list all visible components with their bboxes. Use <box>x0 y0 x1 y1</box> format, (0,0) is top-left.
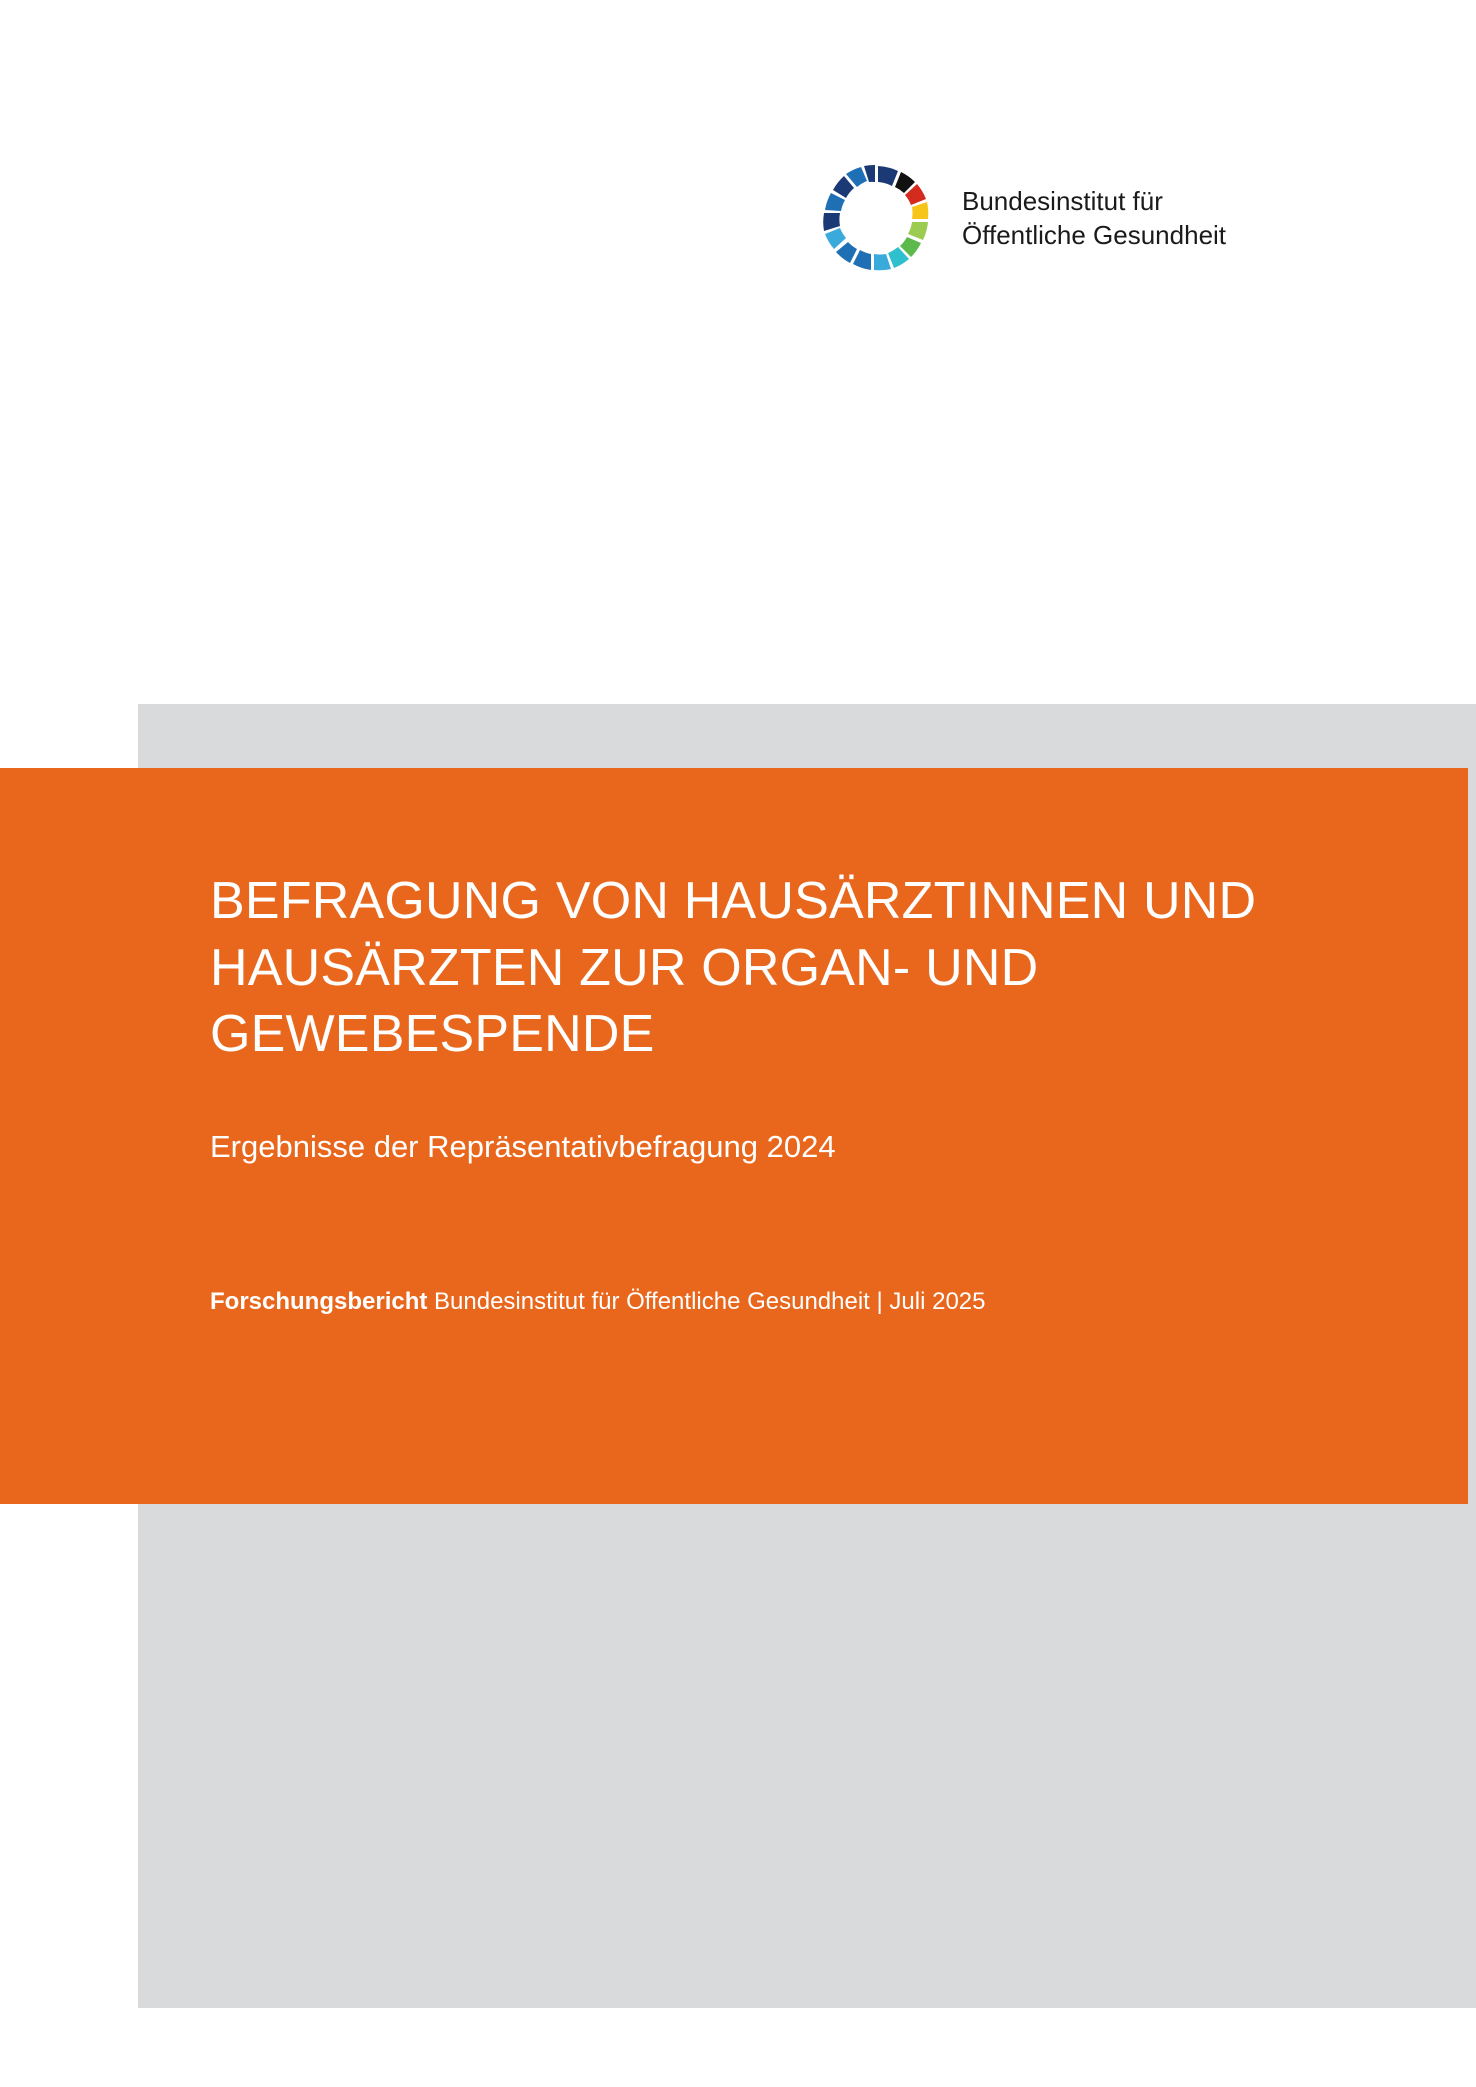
document-publisher-date: Bundesinstitut für Öffentliche Gesundheit | Juli 2025 <box>427 1288 986 1316</box>
cover-title-band <box>0 768 1468 1504</box>
institution-logo-block <box>812 148 1226 288</box>
page-title: BEFRAGUNG VON HAUSÄRZTINNEN UND HAUSÄRZTEN ZUR ORGAN- UND GEWEBESPENDE <box>210 872 1257 1064</box>
document-meta-line <box>210 1285 1330 1319</box>
institution-name-line1: Bundesinstitut für <box>962 185 1163 216</box>
institution-name-line2: Öffentliche Gesundheit <box>962 220 1227 250</box>
bpoeg-circular-logo-icon <box>812 148 940 288</box>
institution-name <box>962 184 1226 253</box>
cover-text-group <box>210 868 1330 1319</box>
document-type-label: Forschungsbericht <box>210 1288 428 1316</box>
page-subtitle: Ergebnisse der Repräsentativbefragung 2024 <box>210 1128 836 1164</box>
